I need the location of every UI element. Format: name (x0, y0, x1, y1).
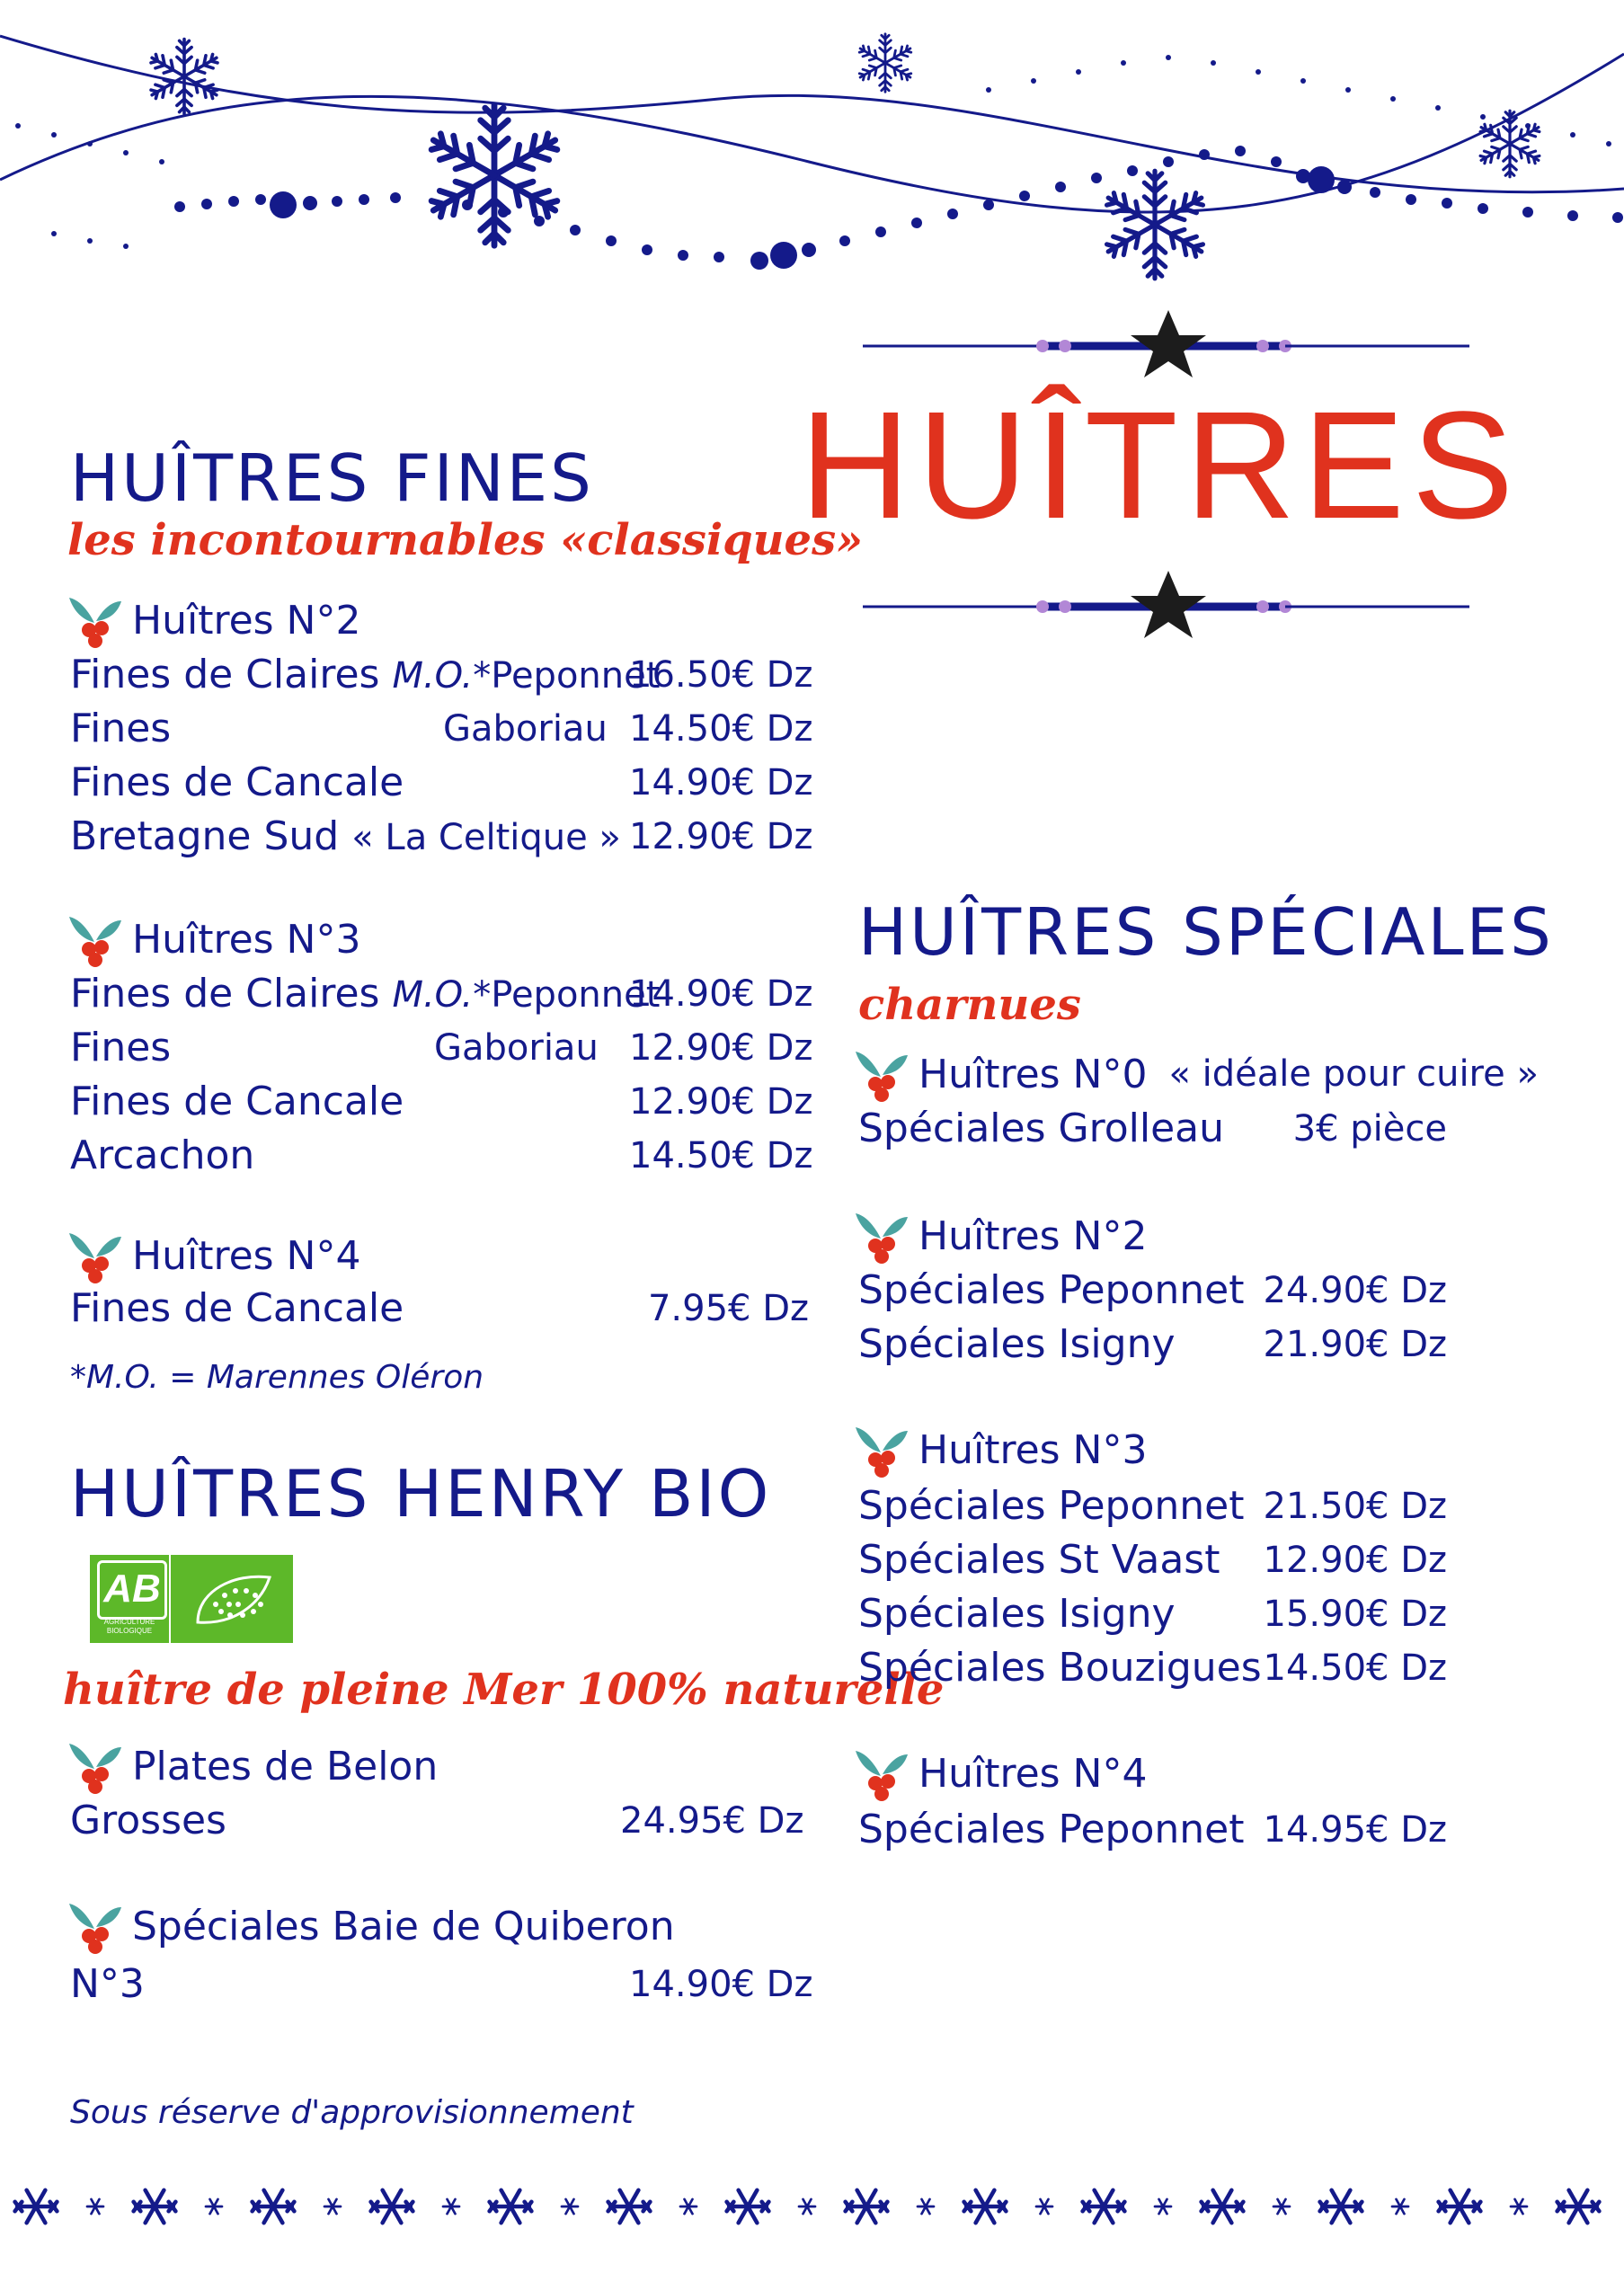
bio-heading: HUÎTRES HENRY BIO (70, 1456, 772, 1532)
holly-leaf-icon (67, 589, 123, 652)
menu-item: Arcachon (70, 1132, 255, 1178)
item-price: 12.90€ Dz (1263, 1540, 1447, 1581)
item-price: 21.90€ Dz (1263, 1324, 1447, 1365)
speciales-group-n0-title: Huîtres N°0 « idéale pour cuire » (854, 1043, 1539, 1105)
snowflake-icon (443, 2199, 459, 2214)
item-price: 21.50€ Dz (1263, 1486, 1447, 1527)
snowflake-icon (562, 2199, 578, 2214)
ab-logo (90, 1555, 169, 1643)
speciales-group-n2-title: Huîtres N°2 (854, 1204, 1147, 1267)
item-price: 7.95€ Dz (647, 1288, 809, 1329)
fines-group-n2-title: Huîtres N°2 (67, 589, 360, 652)
snowflake-icon (1036, 2199, 1052, 2214)
snowflake-icon (846, 2190, 888, 2223)
menu-item: Fines de Cancale (70, 1079, 404, 1124)
snowflake-icon (799, 2199, 815, 2214)
snowflake-icon (1557, 2190, 1600, 2223)
menu-item: Fines de Claires M.O.*Peponnet (70, 652, 661, 697)
speciales-subtitle: charnues (858, 980, 1081, 1030)
menu-item: Bretagne Sud « La Celtique » (70, 813, 621, 859)
fines-group-n3-title: Huîtres N°3 (67, 908, 360, 971)
holly-leaf-icon (67, 908, 123, 971)
bio-group-belon-title: Plates de Belon (67, 1735, 438, 1798)
footnote: *M.O. = Marennes Oléron (70, 1359, 484, 1396)
speciales-group-n4-title: Huîtres N°4 (854, 1742, 1147, 1805)
item-price: 12.90€ Dz (629, 1027, 813, 1069)
menu-item: Fines de Cancale (70, 759, 404, 805)
item-price: 24.90€ Dz (1263, 1270, 1447, 1311)
snowflake-icon (324, 2199, 341, 2214)
snowflake-icon (371, 2190, 413, 2223)
item-price: 14.90€ Dz (629, 1964, 813, 2005)
item-price: 15.90€ Dz (1263, 1594, 1447, 1635)
holly-leaf-icon (854, 1204, 910, 1267)
speciales-heading: HUÎTRES SPÉCIALES (858, 894, 1554, 970)
snowflake-icon (15, 2190, 58, 2223)
item-price: 12.90€ Dz (629, 1081, 813, 1123)
supply-disclaimer: Sous réserve d'approvisionnement (70, 2094, 634, 2131)
title-ornament-bottom (863, 566, 1474, 656)
snowflake-icon (918, 2199, 934, 2214)
item-price: 14.50€ Dz (629, 708, 813, 750)
menu-item: Spéciales Isigny (858, 1321, 1176, 1367)
snowflake-icon (680, 2199, 697, 2214)
holly-leaf-icon (854, 1043, 910, 1105)
menu-item: N°3 (70, 1961, 145, 2007)
fines-group-n4-title: Huîtres N°4 (67, 1224, 360, 1287)
garland-decoration (0, 0, 1624, 297)
ab-logo-caption: AGRICULTURE BIOLOGIQUE (103, 1618, 155, 1635)
eu-organic-logo (171, 1555, 293, 1643)
ab-logo-text: AB (97, 1560, 167, 1620)
menu-item: Spéciales Peponnet (858, 1483, 1245, 1529)
item-price: 16.50€ Dz (629, 654, 813, 696)
menu-item: Grosses (70, 1798, 226, 1843)
snowflake-border (0, 2175, 1624, 2238)
menu-item: Fines de Cancale (70, 1285, 404, 1331)
snowflake-icon (134, 2190, 176, 2223)
snowflake-icon (1439, 2190, 1481, 2223)
snowflake-icon (253, 2190, 295, 2223)
fines-heading: HUÎTRES FINES (70, 440, 594, 516)
holly-leaf-icon (67, 1735, 123, 1798)
item-price: 14.90€ Dz (629, 973, 813, 1015)
speciales-group-n3-title: Huîtres N°3 (854, 1418, 1147, 1481)
page-title: HUÎTRES (800, 380, 1522, 551)
item-producer: Gaboriau (434, 1027, 599, 1069)
menu-item: Spéciales Grolleau (858, 1105, 1225, 1151)
snowflake-icon (727, 2190, 769, 2223)
snowflake-icon (87, 2199, 103, 2214)
snowflake-icon (1155, 2199, 1171, 2214)
snowflake-icon (490, 2190, 532, 2223)
snowflake-icon (1392, 2199, 1408, 2214)
item-price: 14.95€ Dz (1263, 1809, 1447, 1851)
snowflake-icon (1202, 2190, 1244, 2223)
snowflake-icon (1511, 2199, 1527, 2214)
item-price: 3€ pièce (1292, 1108, 1447, 1150)
item-price: 14.50€ Dz (1263, 1647, 1447, 1689)
menu-item: Spéciales Peponnet (858, 1807, 1245, 1852)
menu-item: Spéciales Isigny (858, 1591, 1176, 1637)
bio-group-quiberon-title: Spéciales Baie de Quiberon (67, 1895, 675, 1958)
item-producer: Gaboriau (443, 708, 608, 750)
snowflake-icon (206, 2199, 222, 2214)
item-price: 12.90€ Dz (629, 816, 813, 857)
snowflake-icon (964, 2190, 1007, 2223)
holly-leaf-icon (67, 1895, 123, 1958)
snowflake-icon (608, 2190, 651, 2223)
item-price: 24.95€ Dz (620, 1800, 804, 1842)
holly-leaf-icon (854, 1742, 910, 1805)
snowflake-icon (1320, 2190, 1362, 2223)
menu-item: Spéciales Bouzigues (858, 1645, 1262, 1691)
menu-item: Fines (70, 1025, 172, 1070)
menu-item: Spéciales St Vaast (858, 1537, 1220, 1583)
item-price: 14.50€ Dz (629, 1135, 813, 1177)
menu-item: Spéciales Peponnet (858, 1267, 1245, 1313)
bio-subtitle: huître de pleine Mer 100% naturelle (63, 1665, 945, 1715)
menu-item: Fines (70, 706, 172, 751)
holly-leaf-icon (854, 1418, 910, 1481)
menu-item: Fines de Claires M.O.*Peponnet (70, 971, 661, 1017)
holly-leaf-icon (67, 1224, 123, 1287)
fines-subtitle: les incontournables «classiques» (67, 515, 864, 565)
item-price: 14.90€ Dz (629, 762, 813, 804)
eu-leaf-icon (171, 1555, 293, 1643)
snowflake-icon (1083, 2190, 1125, 2223)
snowflake-icon (1273, 2199, 1290, 2214)
